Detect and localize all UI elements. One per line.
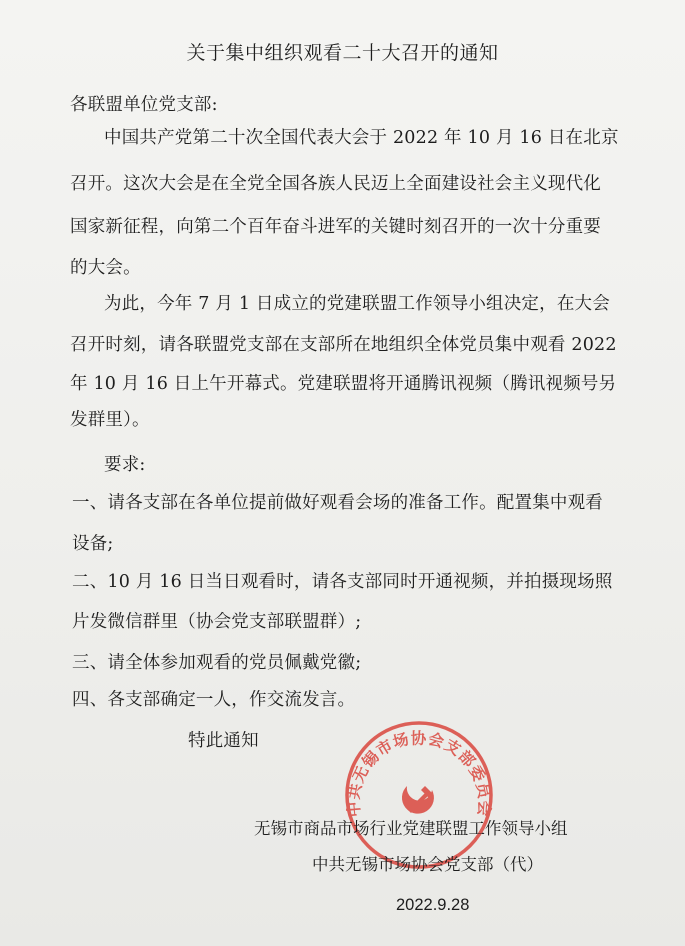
paragraph-line: 召开时刻，请各联盟党支部在支部所在地组织全体党员集中观看 2022 [70, 335, 617, 355]
signature-org-1: 无锡市商品市场行业党建联盟工作领导小组 [254, 819, 568, 838]
document-title: 关于集中组织观看二十大召开的通知 [186, 42, 499, 64]
requirement-line: 四、各支部确定一人，作交流发言。 [72, 690, 356, 710]
svg-text:中共无锡市场协会支部委员会: 中共无锡市场协会支部委员会 [345, 730, 493, 818]
official-seal-stamp [342, 718, 496, 872]
requirement-line: 设备; [72, 534, 114, 554]
requirements-heading: 要求: [104, 455, 146, 475]
paragraph-line: 发群里）。 [70, 410, 150, 430]
salutation: 各联盟单位党支部: [70, 95, 218, 115]
document-date: 2022.9.28 [396, 896, 470, 914]
paragraph-line: 国家新征程，向第二个百年奋斗进军的关键时刻召开的一次十分重要 [70, 217, 601, 237]
paragraph-line: 年 10 月 16 日上午开幕式。党建联盟将开通腾讯视频（腾讯视频号另 [70, 374, 617, 394]
paragraph-line: 为此，今年 7 月 1 日成立的党建联盟工作领导小组决定，在大会 [104, 294, 610, 314]
paragraph-line: 中国共产党第二十次全国代表大会于 2022 年 10 月 16 日在北京 [104, 128, 619, 148]
paragraph-line: 的大会。 [70, 258, 141, 278]
party-emblem-icon [402, 786, 434, 814]
requirement-line: 一、请各支部在各单位提前做好观看会场的准备工作。配置集中观看 [72, 493, 603, 513]
requirement-line: 片发微信群里（协会党支部联盟群）; [72, 612, 362, 632]
signature-org-2: 中共无锡市场协会党支部（代） [312, 855, 543, 874]
requirement-line: 三、请全体参加观看的党员佩戴党徽; [72, 653, 362, 673]
paragraph-line: 召开。这次大会是在全党全国各族人民迈上全面建设社会主义现代化 [70, 174, 601, 194]
requirement-line: 二、10 月 16 日当日观看时，请各支部同时开通视频，并拍摄现场照 [72, 572, 613, 592]
closing-text: 特此通知 [188, 731, 259, 751]
